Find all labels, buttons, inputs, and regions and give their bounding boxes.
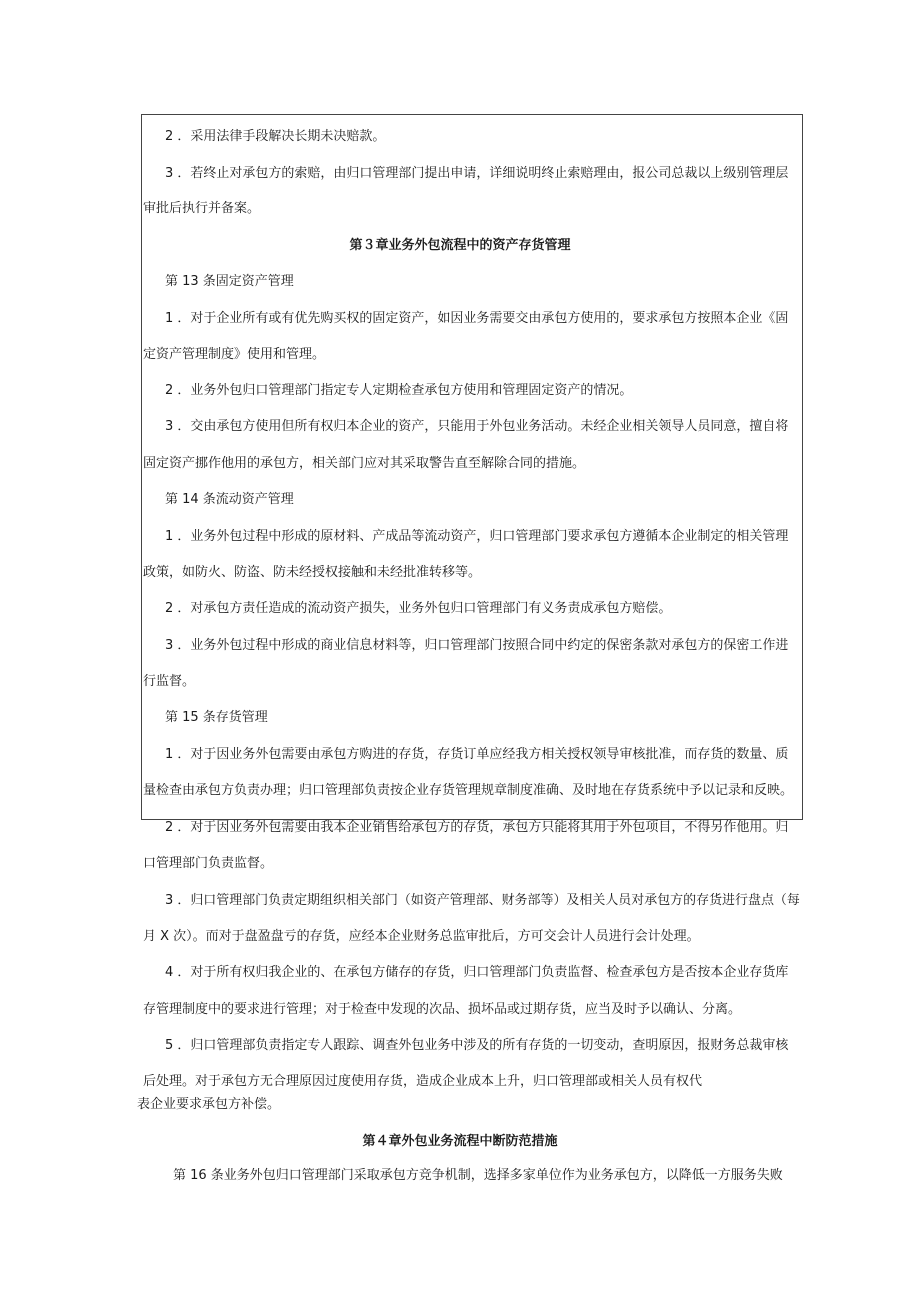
paragraph-line: 口管理部门负责监督。 (143, 856, 274, 871)
paragraph-line: 1 ．对于企业所有或有优先购买权的固定资产，如因业务需要交由承包方使用的，要求承包方按照本企业《固 (165, 311, 789, 326)
paragraph-line: 固定资产挪作他用的承包方，相关部门应对其采取警告直至解除合同的措施。 (143, 456, 586, 471)
paragraph-line: 第 16 条业务外包归口管理部门采取承包方竞争机制，选择多家单位作为业务承包方，以降低一方服务失败 (173, 1168, 783, 1183)
paragraph-line: 2 ．对于因业务外包需要由我本企业销售给承包方的存货，承包方只能将其用于外包项目，不得另作他用。归 (165, 820, 789, 835)
paragraph-line: 3 ．交由承包方使用但所有权归本企业的资产，只能用于外包业务活动。未经企业相关领导人员同意，擅自将 (165, 419, 789, 434)
paragraph-line: 2 ．采用法律手段解决长期未决赔款。 (165, 129, 386, 144)
article-14-heading: 第 14 条流动资产管理 (165, 492, 294, 507)
paragraph-line: 5 ．归口管理部负责指定专人跟踪、调查外包业务中涉及的所有存货的一切变动，查明原因，报财务总裁审核 (165, 1038, 789, 1053)
paragraph-line: 4 ．对于所有权归我企业的、在承包方储存的存货，归口管理部门负责监督、检查承包方是否按本企业存货库 (165, 965, 789, 980)
chapter-3-heading: 第３章业务外包流程中的资产存货管理 (349, 238, 571, 253)
paragraph-line: 1 ．对于因业务外包需要由承包方购进的存货，存货订单应经我方相关授权领导审核批准，而存货的数量、质 (165, 747, 789, 762)
paragraph-line: 1 ．业务外包过程中形成的原材料、产成品等流动资产，归口管理部门要求承包方遵循本企业制定的相关管理 (165, 529, 789, 544)
paragraph-line: 月 X 次）。而对于盘盈盘亏的存货，应经本企业财务总监审批后，方可交会计人员进行会计处理。 (143, 929, 700, 944)
paragraph-line: 3 ．若终止对承包方的索赔，由归口管理部门提出申请，详细说明终止索赔理由，报公司总裁以上级别管理层 (165, 166, 789, 181)
chapter-4-heading: 第４章外包业务流程中断防范措施 (362, 1134, 558, 1149)
paragraph-line: 审批后执行并备案。 (143, 201, 261, 216)
paragraph-line: 2 ．对承包方责任造成的流动资产损失，业务外包归口管理部门有义务责成承包方赔偿。 (165, 601, 672, 616)
paragraph-line: 后处理。对于承包方无合理原因过度使用存货，造成企业成本上升，归口管理部或相关人员有权代 (143, 1074, 703, 1089)
article-15-heading: 第 15 条存货管理 (165, 710, 268, 725)
paragraph-line: 表企业要求承包方补偿。 (137, 1097, 281, 1112)
article-13-heading: 第 13 条固定资产管理 (165, 274, 294, 289)
paragraph-line: 2 ．业务外包归口管理部门指定专人定期检查承包方使用和管理固定资产的情况。 (165, 383, 633, 398)
paragraph-line: 量检查由承包方负责办理；归口管理部负责按企业存货管理规章制度准确、及时地在存货系统中予以记录和反映。 (143, 783, 794, 798)
paragraph-line: 行监督。 (143, 674, 196, 689)
paragraph-line: 3 ．业务外包过程中形成的商业信息材料等，归口管理部门按照合同中约定的保密条款对承包方的保密工作进 (165, 638, 789, 653)
paragraph-line: 存管理制度中的要求进行管理；对于检查中发现的次品、损坏品或过期存货，应当及时予以确认、分离。 (143, 1002, 742, 1017)
paragraph-line: 定资产管理制度》使用和管理。 (143, 347, 326, 362)
paragraph-line: 政策，如防火、防盗、防未经授权接触和未经批准转移等。 (143, 565, 482, 580)
paragraph-line: 3 ．归口管理部门负责定期组织相关部门（如资产管理部、财务部等）及相关人员对承包方的存货进行盘点（每 (165, 893, 800, 908)
